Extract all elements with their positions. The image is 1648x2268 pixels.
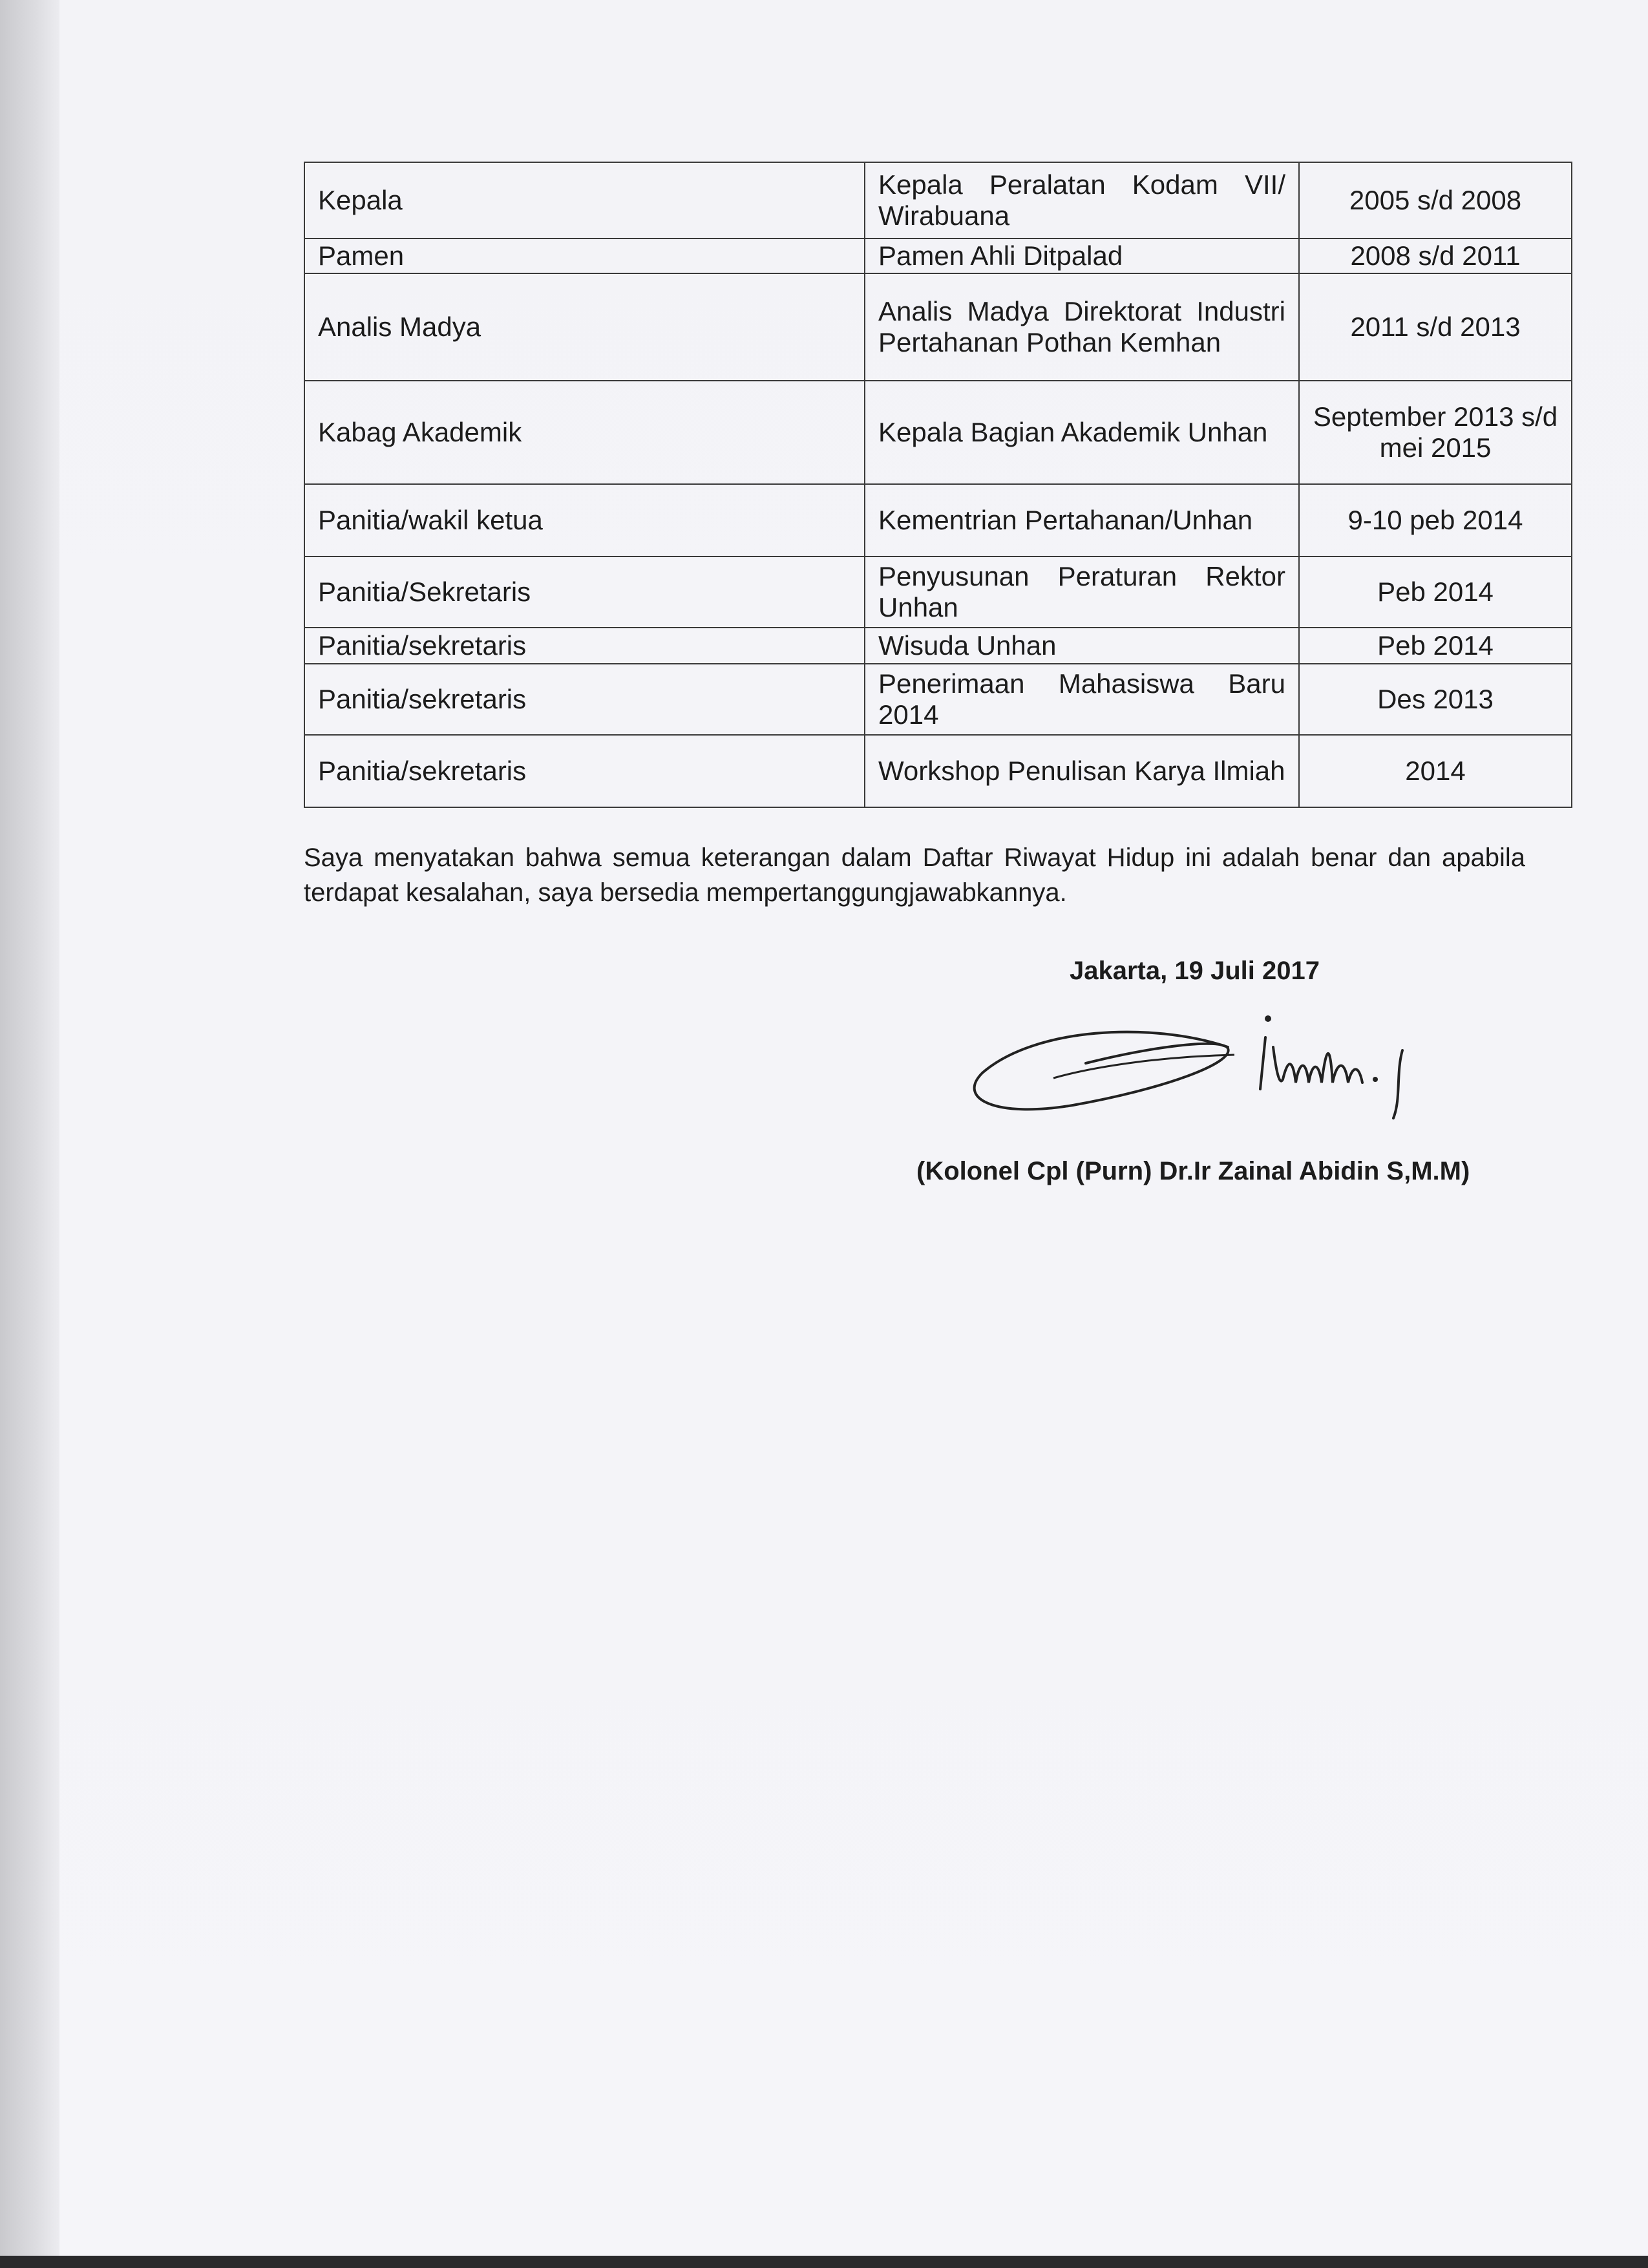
table-row [304, 556, 1572, 628]
unit-cell: Wisuda Unhan [865, 628, 1299, 664]
unit-cell: Penerimaan Mahasiswa Baru 2014 [865, 664, 1299, 735]
unit-cell: Penyusunan Peraturan Rektor Unhan [865, 556, 1299, 628]
place-and-date: Jakarta, 19 Juli 2017 [1070, 957, 1320, 985]
period-cell: 2011 s/d 2013 [1299, 273, 1572, 381]
unit-cell: Kementrian Pertahanan/Unhan [865, 484, 1299, 556]
table-row [304, 484, 1572, 556]
period-cell: September 2013 s/d mei 2015 [1299, 381, 1572, 484]
position-cell: Kepala [304, 162, 865, 238]
table-row [304, 162, 1572, 238]
employment-history-table [304, 162, 1558, 808]
unit-cell: Workshop Penulisan Karya Ilmiah [865, 735, 1299, 807]
table-row [304, 664, 1572, 735]
position-cell: Pamen [304, 238, 865, 273]
history-table [304, 162, 1572, 808]
scan-left-edge [0, 0, 59, 2268]
position-cell: Panitia/sekretaris [304, 664, 865, 735]
unit-cell: Kepala Peralatan Kodam VII/ Wirabuana [865, 162, 1299, 238]
period-cell: Peb 2014 [1299, 556, 1572, 628]
unit-cell: Kepala Bagian Akademik Unhan [865, 381, 1299, 484]
position-cell: Panitia/sekretaris [304, 628, 865, 664]
unit-cell: Analis Madya Direktorat Industri Pertahanan Pothan Kemhan [865, 273, 1299, 381]
declaration-statement: Saya menyatakan bahwa semua keterangan dalam Daftar Riwayat Hidup ini adalah benar dan apabila terdapat kesalahan, saya bersedia mempertanggungjawabkannya. [304, 843, 1525, 907]
period-cell: 2008 s/d 2011 [1299, 238, 1572, 273]
table-row [304, 273, 1572, 381]
table-row [304, 735, 1572, 807]
scan-bottom-edge [0, 2256, 1648, 2268]
table-row [304, 238, 1572, 273]
table-row [304, 381, 1572, 484]
signer-name: (Kolonel Cpl (Purn) Dr.Ir Zainal Abidin S,M.M) [916, 1157, 1470, 1185]
unit-cell: Pamen Ahli Ditpalad [865, 238, 1299, 273]
position-cell: Analis Madya [304, 273, 865, 381]
period-cell: Peb 2014 [1299, 628, 1572, 664]
period-cell: Des 2013 [1299, 664, 1572, 735]
period-cell: 2014 [1299, 735, 1572, 807]
position-cell: Panitia/Sekretaris [304, 556, 865, 628]
period-cell: 9-10 peb 2014 [1299, 484, 1572, 556]
table-row [304, 628, 1572, 664]
position-cell: Panitia/sekretaris [304, 735, 865, 807]
position-cell: Kabag Akademik [304, 381, 865, 484]
handwritten-signature [956, 1002, 1448, 1131]
period-cell: 2005 s/d 2008 [1299, 162, 1572, 238]
position-cell: Panitia/wakil ketua [304, 484, 865, 556]
